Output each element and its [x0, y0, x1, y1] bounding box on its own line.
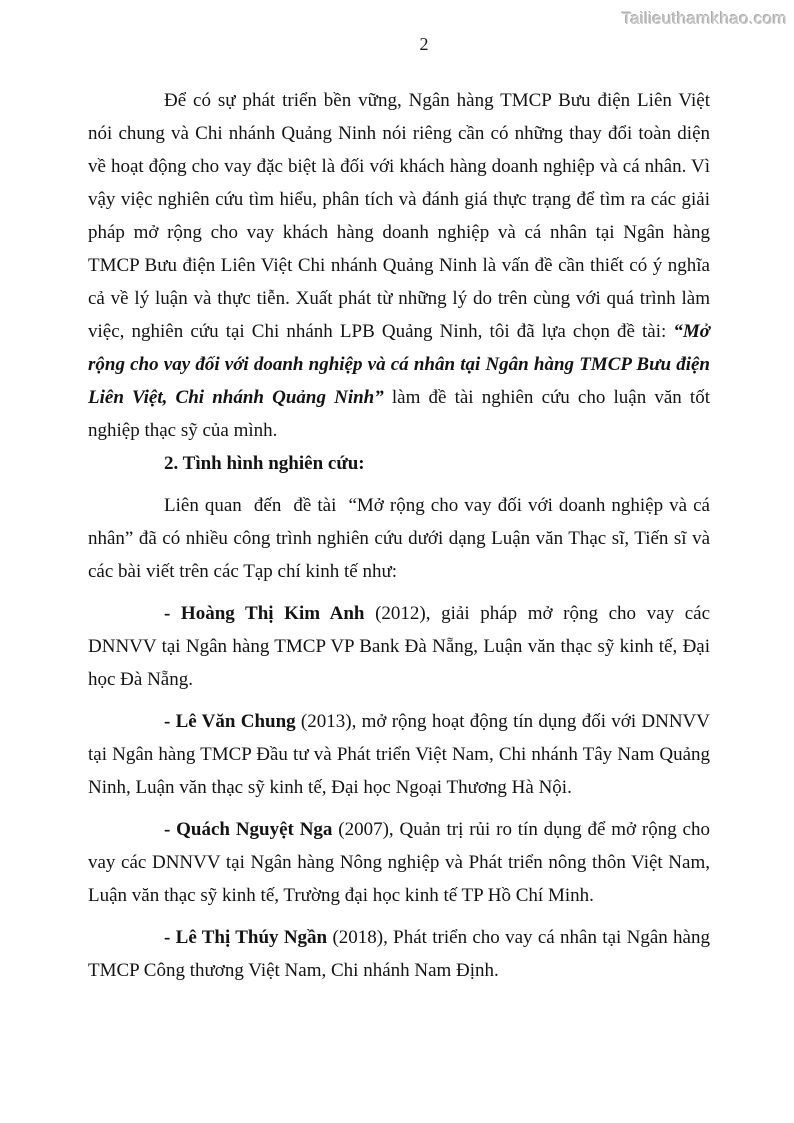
reference-text: (2012), giải pháp mở rộng cho vay các DNNVV tại Ngân hàng TMCP VP Bank Đà Nẵng, Luận văn thạc sỹ kinh tế, Đại học Đà Nẵng. — [88, 603, 715, 690]
reference-text: (2007), Quản trị rủi ro tín dụng để mở rộng cho vay các DNNVV tại Ngân hàng Nông nghiệp và Phát triển nông thôn Việt Nam, Luận văn thạc sỹ kinh tế, Trường đại học kinh tế TP Hồ Chí Minh. — [88, 819, 715, 906]
intro-text-after: làm đề tài nghiên cứu cho luận văn tốt nghiệp thạc sỹ của mình. — [88, 387, 715, 441]
document-body — [88, 84, 715, 996]
reference-text: (2018), Phát triển cho vay cá nhân tại Ngân hàng TMCP Công thương Việt Nam, Chi nhánh Nam Định. — [88, 927, 715, 981]
reference-author: - Hoàng Thị Kim Anh — [164, 603, 365, 624]
research-intro-paragraph: Liên quan đến đề tài “Mở rộng cho vay đối với doanh nghiệp và cá nhân” đã có nhiều công trình nghiên cứu dưới dạng Luận văn Thạc sĩ, Tiến sĩ và các bài viết trên các Tạp chí kinh tế như: — [88, 495, 715, 582]
reference-item — [88, 813, 715, 912]
page-number: 2 — [419, 34, 429, 54]
reference-item — [88, 705, 715, 804]
watermark: Tailieuthamkhao.com — [621, 9, 787, 28]
reference-author: - Quách Nguyệt Nga — [164, 819, 333, 840]
reference-item — [88, 597, 715, 696]
reference-author: - Lê Thị Thúy Ngần — [164, 927, 328, 948]
reference-item — [88, 921, 715, 987]
reference-text: (2013), mở rộng hoạt động tín dụng đối với DNNVV tại Ngân hàng TMCP Đầu tư và Phát triển Việt Nam, Chi nhánh Tây Nam Quảng Ninh, Luận văn thạc sỹ kinh tế, Đại học Ngoại Thương Hà Nội. — [88, 711, 715, 798]
section-heading: 2. Tình hình nghiên cứu: — [164, 453, 365, 474]
reference-author: - Lê Văn Chung — [164, 711, 296, 732]
intro-text-before: Để có sự phát triển bền vững, Ngân hàng TMCP Bưu điện Liên Việt nói chung và Chi nhánh Quảng Ninh nói riêng cần có những thay đổi toàn diện về hoạt động cho vay đặc biệt là đối với khách hàng doanh nghiệp và cá nhân. Vì vậy việc nghiên cứu tìm hiểu, phân tích và đánh giá thực trạng để tìm ra các giải pháp mở rộng cho vay khách hàng doanh nghiệp và cá nhân tại Ngân hàng TMCP Bưu điện Liên Việt Chi nhánh Quảng Ninh là vấn đề cần thiết có ý nghĩa cả về lý luận và thực tiễn. Xuất phát từ những lý do trên cùng với quá trình làm việc, nghiên cứu tại Chi nhánh LPB Quảng Ninh, tôi đã lựa chọn đề tài: — [88, 90, 715, 342]
intro-paragraph — [88, 84, 715, 447]
thesis-title: “Mở rộng cho vay đối với doanh nghiệp và cá nhân tại Ngân hàng TMCP Bưu điện Liên Việt, Chi nhánh Quảng Ninh” — [88, 321, 715, 408]
